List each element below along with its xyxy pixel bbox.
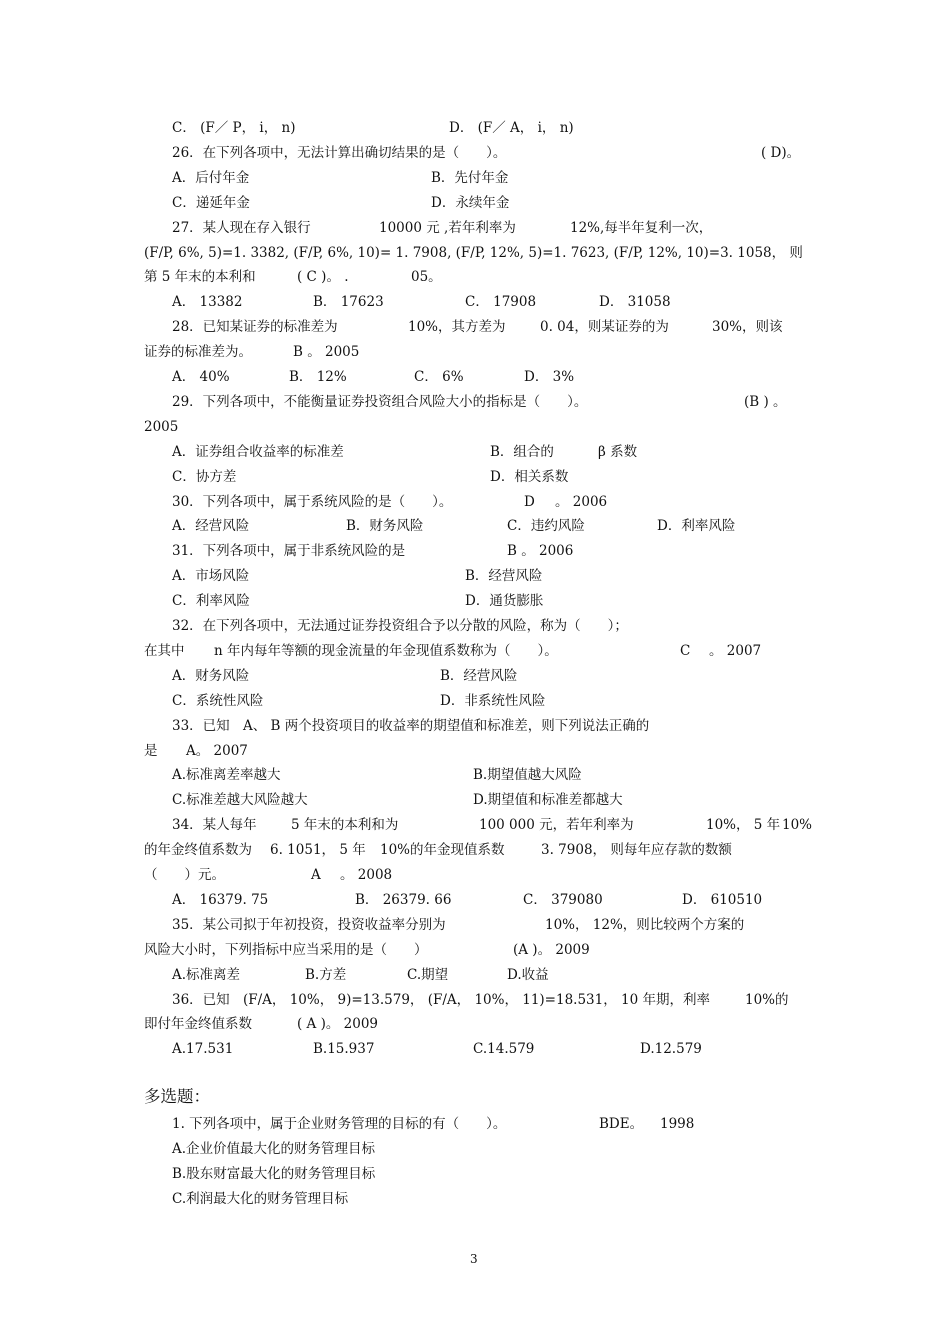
text-line: A．证券组合收益率的标准差 <box>172 443 344 460</box>
text-line: A． 40% <box>172 369 230 385</box>
text-line: 26．在下列各项中，无法计算出确切结果的是（ ）。 <box>172 144 507 161</box>
text-line: A． 16379. 75 <box>172 891 269 908</box>
text-line: D.12.579 <box>640 1041 702 1058</box>
text-line: C．协方差 <box>172 468 237 485</box>
text-line: C.14.579 <box>473 1041 535 1058</box>
text-line: B 。 2005 <box>293 344 360 361</box>
text-line: 5 年末的本利和为 <box>291 817 399 834</box>
text-line: 34．某人每年 <box>172 817 257 834</box>
text-line: A．市场风险 <box>172 568 250 585</box>
text-line: C．系统性风险 <box>172 692 264 709</box>
text-line: B 。 2006 <box>507 543 574 560</box>
text-line: B．财务风险 <box>346 518 424 535</box>
text-line: B.期望值越大风险 <box>473 767 582 784</box>
text-line: C.期望 <box>407 966 449 983</box>
text-line: 6. 1051， 5 年 <box>270 842 366 859</box>
text-line: D．相关系数 <box>490 468 569 485</box>
text-line: A．后付年金 <box>172 169 250 186</box>
text-line: 27．某人现在存入银行 <box>172 219 311 236</box>
text-line: 05。 <box>411 269 442 286</box>
text-line: 29．下列各项中，不能衡量证券投资组合风险大小的指标是（ ）。 <box>172 393 588 410</box>
text-line: n 年内每年等额的现金流量的年金现值系数称为（ ）。 <box>214 642 558 659</box>
text-line: B.方差 <box>305 966 347 983</box>
text-line: A.企业价值最大化的财务管理目标 <box>172 1141 376 1157</box>
text-line: B． 26379. 66 <box>355 891 452 908</box>
text-line: 12%,每半年复利一次， <box>570 219 713 236</box>
text-line: 10000 元 ,若年利率为 <box>379 219 516 236</box>
text-line: D．利率风险 <box>657 518 736 535</box>
text-line: 2005 <box>144 418 179 435</box>
text-line: D． 3% <box>524 369 575 385</box>
text-line: D． 31058 <box>599 294 671 311</box>
text-line: A．财务风险 <box>172 667 250 684</box>
text-line: 10%，其方差为 <box>408 319 506 336</box>
text-line: 即付年金终值系数 <box>144 1016 252 1033</box>
text-line: (B ) 。 <box>744 393 787 410</box>
text-line: 30．下列各项中，属于系统风险的是（ ）。 <box>172 493 453 510</box>
text-line: B． 17623 <box>313 294 384 311</box>
text-line: 1998 <box>660 1116 695 1132</box>
text-line: （ ）元。 <box>144 867 225 883</box>
text-line: B．经营风险 <box>440 667 518 684</box>
text-line: D.期望值和标准差都越大 <box>473 792 623 809</box>
text-line: (A )。 2009 <box>513 941 590 958</box>
text-line: A <box>311 867 321 883</box>
text-line: B．经营风险 <box>465 568 543 585</box>
text-line: A、 B 两个投资项目的收益率的期望值和标准差，则下列说法正确的 <box>243 717 650 734</box>
text-line: 30%，则该 <box>712 319 783 336</box>
text-line: D． (F／ A， i， n) <box>449 120 574 136</box>
text-line: β 系数 <box>598 443 638 460</box>
text-line: 33．已知 <box>172 717 230 734</box>
text-line: 3. 7908， 则每年应存款的数额 <box>541 842 732 859</box>
text-line: B．组合的 <box>490 443 554 460</box>
text-line: 0. 04，则某证券的为 <box>540 319 669 336</box>
text-line: D．永续年金 <box>431 194 510 211</box>
text-line: A．经营风险 <box>172 518 250 535</box>
text-line: B.15.937 <box>313 1041 375 1058</box>
page-number: 3 <box>470 1252 478 1266</box>
text-line: C．利率风险 <box>172 593 250 610</box>
text-line: 10% <box>782 817 813 834</box>
text-line: 1. 下列各项中，属于企业财务管理的目标的有（ ）。 <box>172 1116 507 1132</box>
text-line: ( A )。 2009 <box>297 1016 379 1033</box>
text-line: 10%的年金现值系数 <box>380 842 505 859</box>
text-line: 100 000 元，若年利率为 <box>479 817 634 834</box>
text-line: 10%， 5 年 <box>706 817 781 834</box>
text-line: 风险大小时，下列指标中应当采用的是（ ） <box>144 941 428 958</box>
text-line: 10%， 12%，则比较两个方案的 <box>545 916 745 933</box>
text-line: 31．下列各项中，属于非系统风险的是 <box>172 543 406 560</box>
text-line: 证券的标准差为。 <box>144 344 252 361</box>
text-line: 32．在下列各项中，无法通过证券投资组合予以分散的风险，称为（ ）； <box>172 618 628 634</box>
text-line: A． 13382 <box>172 294 243 311</box>
text-line: B.股东财富最大化的财务管理目标 <box>172 1166 376 1182</box>
text-line: ( D)。 <box>761 144 801 161</box>
text-line: 的年金终值系数为 <box>144 842 252 859</box>
section-heading: 多选题： <box>144 1087 210 1106</box>
text-line: B． 12% <box>289 369 347 385</box>
text-line: C.标准差越大风险越大 <box>172 792 308 809</box>
text-line: D． 610510 <box>682 891 763 908</box>
text-line: 是 <box>144 742 158 759</box>
text-line: 在其中 <box>144 642 185 659</box>
text-line: C.利润最大化的财务管理目标 <box>172 1191 349 1207</box>
text-line: C <box>680 642 691 659</box>
text-line: 35．某公司拟于年初投资，投资收益率分别为 <box>172 916 446 933</box>
text-line: D.收益 <box>507 966 549 983</box>
text-line: C． 17908 <box>465 294 537 311</box>
text-line: 36．已知 <box>172 991 230 1008</box>
text-line: A.标准离差率越大 <box>172 767 281 784</box>
text-line: 。 2008 <box>340 867 393 883</box>
text-line: 。 2006 <box>555 493 608 510</box>
text-line: ( C )。 . <box>297 269 349 286</box>
text-line: A.标准离差 <box>172 966 241 983</box>
text-line: C． 379080 <box>523 891 603 908</box>
text-line: C． 6% <box>414 369 464 385</box>
text-line: B．先付年金 <box>431 169 509 186</box>
text-line: D．通货膨胀 <box>465 593 544 610</box>
text-line: C．递延年金 <box>172 194 250 211</box>
text-line: D．非系统性风险 <box>440 692 546 709</box>
text-line: A。 2007 <box>186 742 248 759</box>
text-line: C． (F／ P， i， n) <box>172 120 296 136</box>
text-line: (F/A， 10%， 9)=13.579， (F/A， 10%， 11)=18.531， 10 年期，利率 <box>243 991 710 1008</box>
text-line: C．违约风险 <box>507 518 585 535</box>
text-line: 28．已知某证券的标准差为 <box>172 319 338 336</box>
text-line: A.17.531 <box>172 1041 234 1058</box>
text-line: 第 5 年末的本利和 <box>144 269 256 286</box>
text-line: 10%的 <box>745 991 789 1008</box>
text-line: (F/P, 6%, 5)=1. 3382, (F/P, 6%, 10)= 1. 7908, (F/P, 12%, 5)=1. 7623, (F/P, 12%, 10)=3. 1058， 则 <box>144 244 803 261</box>
text-line: 。 2007 <box>709 642 762 659</box>
text-line: D <box>524 493 535 510</box>
text-line: BDE。 <box>599 1116 644 1132</box>
